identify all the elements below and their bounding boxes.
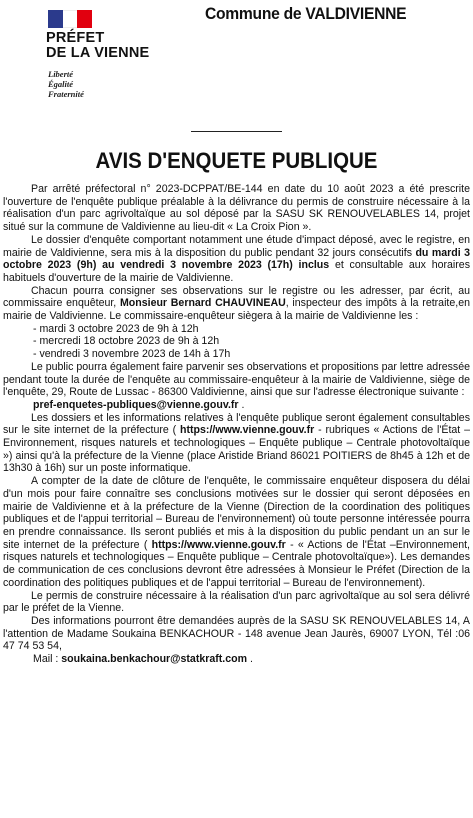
devise <box>48 69 84 99</box>
prefecture-website-link[interactable]: https://www.vienne.gouv.fr <box>151 538 286 551</box>
mail-label: Mail : <box>33 653 62 666</box>
p3-text-end: , inspecteur des impôts à la retraite,en mairie de Valdivienne. Le commissaire-enquêteur siègera à la mairie de Valdivienne les : <box>3 297 470 323</box>
header <box>0 0 473 120</box>
prefet-logo-text <box>46 31 149 61</box>
paragraph-observations <box>3 285 470 323</box>
prefecture-email-link[interactable]: pref-enquetes-publiques@vienne.gouv.fr <box>33 398 239 411</box>
paragraph-letter: Le public pourra également faire parvenir ses observations et propositions par lettre adressée pendant toute la durée de l'enquête au commissaire-enquêteur à la mairie de Valdivienne, siège de l'enquête, 29, Route de Lussac - 86300 Valdivienne, ainsi que sur l'adresse électronique suivante : <box>3 360 470 399</box>
paragraph-contact: Des informations pourront être demandées auprès de la SASU SK RENOUVELABLES 14, A l'attention de Madame Soukaina BENKACHOUR - 148 avenue Jean Jaurès, 69007 LYON, Tél :06 47 74 53 54, <box>3 614 470 653</box>
paragraph-conclusions <box>3 475 470 589</box>
p5-text-end: - rubriques « Actions de l'État – Environnement, risques naturels et technologiques – Enquête publique – Centrale photovoltaïque ») ainsi qu'à la préfecture de la Vienne (place Aristide Briand 86021 POITIERS de 8h45 à 12h et de 13h30 à 16h) sur un poste informatique. <box>3 424 470 475</box>
prefet-line2: DE LA VIENNE <box>46 45 150 61</box>
commune-title: Commune de VALDIVIENNE <box>205 4 407 23</box>
date-item: - mardi 3 octobre 2023 de 9h à 12h <box>33 322 199 335</box>
p6-text-end: - « Actions de l'État –Environnement, risques naturels et technologiques – Enquête publique – Centrale photovoltaïque»). Les demandes de communication de ces conclusions devront être adressées à Monsieur le Préfet (Direction de la coordination des politiques publiques et de l'appui territorial – Bureau de l'environnement). <box>3 538 470 589</box>
mail-suffix: . <box>247 653 253 666</box>
page-title: AVIS D'ENQUETE PUBLIQUE <box>95 148 378 173</box>
p2-text: Le dossier d'enquête comportant notamment une étude d'impact déposé, avec le registre, en mairie de Valdivienne, sera mis à la disposition du public pendant 32 jours consécutifs <box>3 233 470 259</box>
commissioner-name: Monsieur Bernard CHAUVINEAU <box>119 297 286 310</box>
notice-body <box>3 183 470 666</box>
devise-fraternite: Fraternité <box>48 89 84 99</box>
mail-line <box>3 653 470 666</box>
paragraph-arrete: Par arrêté préfectoral n° 2023-DCPPAT/BE-144 en date du 10 août 2023 a été prescrite l'ouverture de l'enquête publique préalable à la délivrance du permis de construire nécessaire à la réalisation d'un parc agrivoltaïque au sol déposé par la SASU SK RENOUVELABLES 14, projet situé sur la commune de Valdivienne au lieu-dit « La Croix Pion ». <box>3 183 470 234</box>
prefet-line1: PRÉFET <box>46 30 105 46</box>
devise-egalite: Égalité <box>48 79 74 89</box>
date-item: - vendredi 3 novembre 2023 de 14h à 17h <box>33 348 231 361</box>
p2-text-end: et consultable aux horaires habituels d'ouverture de la mairie de Valdivienne. <box>3 259 470 284</box>
email-suffix: . <box>238 398 245 411</box>
paragraph-website <box>3 412 470 476</box>
marianne-flag-logo <box>48 10 92 28</box>
prefecture-website-link[interactable]: https://www.vienne.gouv.fr <box>180 424 315 437</box>
p5-text: Les dossiers et les informations relatives à l'enquête publique seront également consultables sur le site internet de la préfecture ( <box>3 411 470 437</box>
enquiry-dates: du mardi 3 octobre 2023 (9h) au vendredi 3 novembre 2023 (17h) inclus <box>3 246 470 272</box>
p3-text: Chacun pourra consigner ses observations sur le registre ou les adresser, par écrit, au commissaire enquêteur, <box>3 284 470 310</box>
paragraph-permit: Le permis de construire nécessaire à la réalisation d'un parc agrivoltaïque au sol sera délivré par le préfet de la Vienne. <box>3 589 470 615</box>
p6-text: A compter de la date de clôture de l'enquête, le commissaire enquêteur disposera du délai d'un mois pour faire connaître ses conclusions motivées sur le dossier qui seront déposées en mairie de Valdivienne et à la préfecture de la Vienne (Direction de la coordination des politiques publiques et de l'appui territorial – Bureau de l'environnement) où toute personne intéressée pourra en prendre connaissance. Ils seront publiés et mis à la disposition du public pendant un an sur le site internet de la préfecture ( <box>3 475 470 551</box>
paragraph-dossier <box>3 234 470 285</box>
contact-email-link[interactable]: soukaina.benkachour@statkraft.com <box>61 653 248 666</box>
date-item: - mercredi 18 octobre 2023 de 9h à 12h <box>33 335 220 348</box>
email-line <box>3 399 470 412</box>
separator-rule <box>191 131 282 132</box>
devise-liberte: Liberté <box>48 69 74 79</box>
